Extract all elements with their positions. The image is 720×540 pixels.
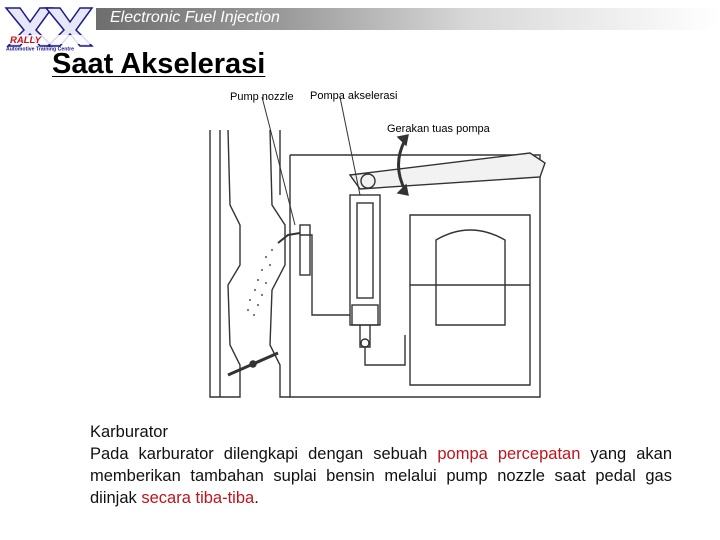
rally-logo xyxy=(2,2,94,52)
para-text-3: . xyxy=(254,489,259,507)
svg-text:Automotive Training Centre: Automotive Training Centre xyxy=(6,46,75,52)
para-highlight-1: pompa percepatan xyxy=(437,445,581,463)
para-text-2: yang akan memberikan tambahan suplai bensin melalui pump nozzle saat pedal gas diinjak xyxy=(90,445,672,507)
para-text-1: Pada karburator dilengkapi dengan sebuah xyxy=(90,445,438,463)
label-gerakan-tuas: Gerakan tuas pompa xyxy=(387,123,490,135)
page-title: Saat Akselerasi xyxy=(52,48,266,80)
label-pump-nozzle: Pump nozzle xyxy=(230,91,294,103)
para-highlight-2: secara tiba-tiba xyxy=(141,489,255,507)
section-heading: Karburator xyxy=(90,423,168,441)
label-pompa-akselerasi: Pompa akselerasi xyxy=(310,90,398,102)
body-text xyxy=(90,421,672,509)
carburetor-diagram xyxy=(200,85,560,405)
header-title: Electronic Fuel Injection xyxy=(110,9,280,26)
body-paragraph xyxy=(90,443,672,509)
svg-text:RALLY: RALLY xyxy=(10,35,41,46)
